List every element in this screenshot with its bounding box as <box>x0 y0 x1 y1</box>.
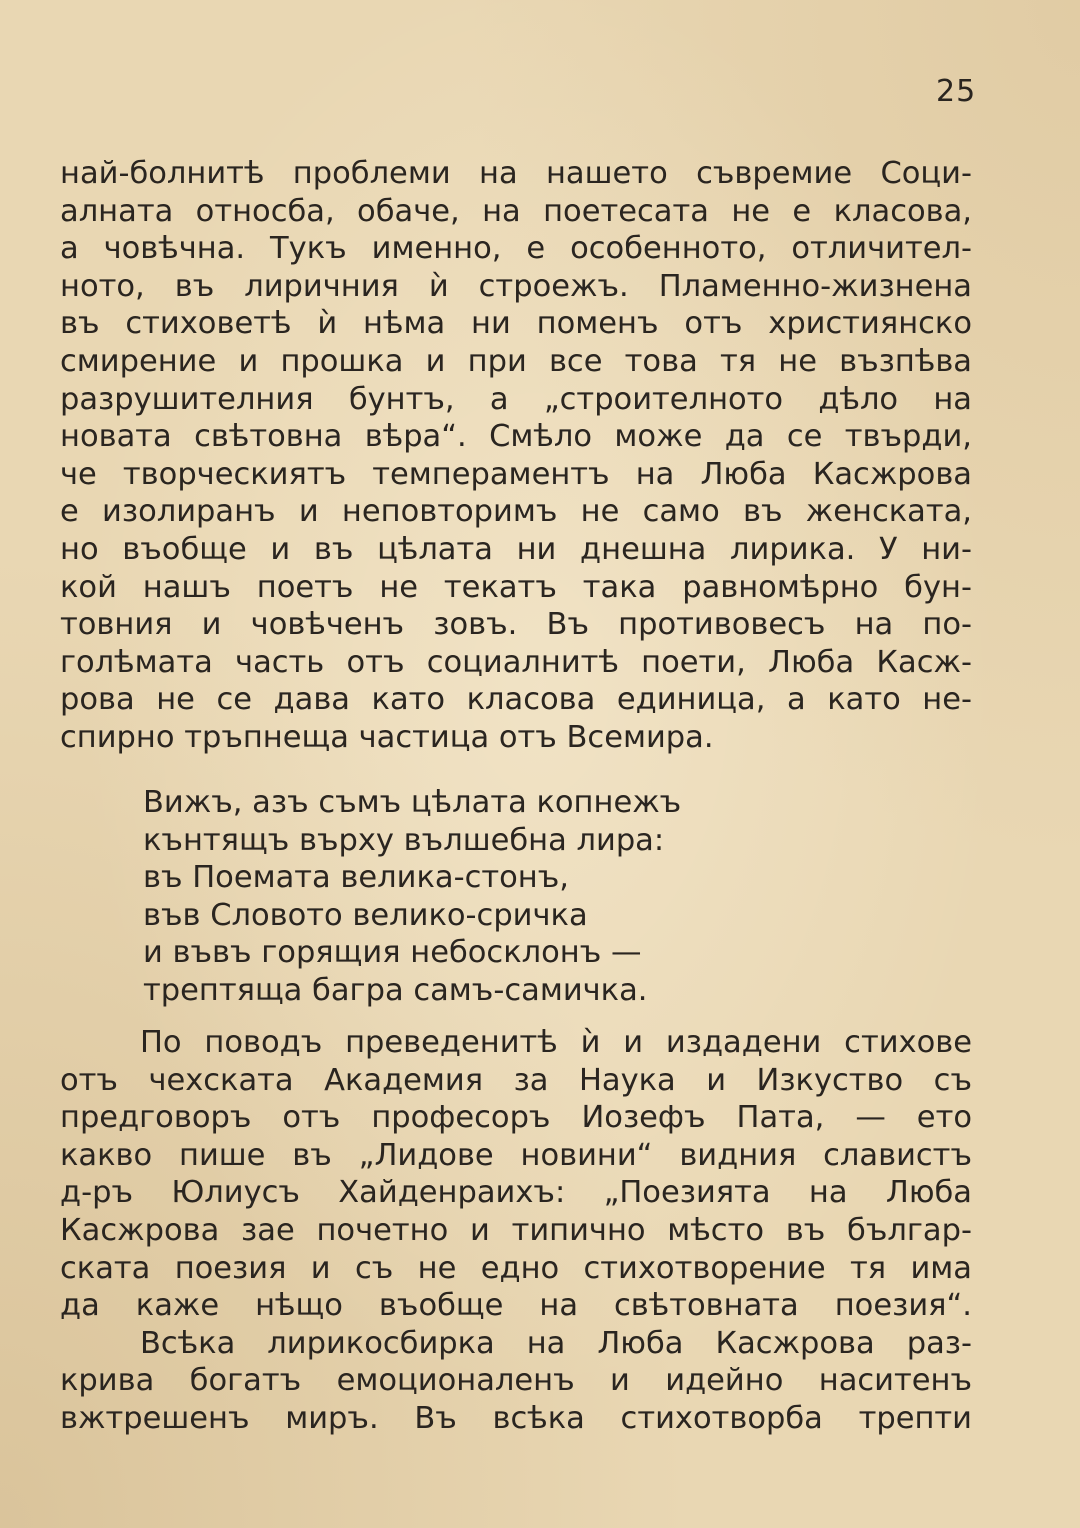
verse-quote <box>143 784 843 1010</box>
text-line: но въобще и въ цѣлата ни днешна лирика. У ни- <box>60 531 972 567</box>
text-line: Касжрова зае почетно и типично мѣсто въ българ- <box>60 1212 972 1248</box>
text-line: въ стиховетѣ ѝ нѣма ни поменъ отъ християнско <box>60 306 972 342</box>
text-line: какво пише въ „Лидове новини“ видния славистъ <box>60 1137 972 1173</box>
verse-line: въ Поемата велика-стонъ, <box>143 860 569 896</box>
text-line: а човѣчна. Тукъ именно, е особенното, отличител- <box>60 231 972 267</box>
text-line: Всѣка лирикосбирка на Люба Касжрова раз- <box>140 1325 972 1361</box>
text-line: да каже нѣщо въобще на свѣтовната поезия“. <box>60 1288 972 1324</box>
paragraph-2-3 <box>60 1024 972 1438</box>
text-line: д-ръ Юлиусъ Хайденраихъ: „Поезията на Люба <box>60 1175 972 1211</box>
verse-line: във Словото велико-сричка <box>143 897 588 933</box>
text-line: предговоръ отъ професоръ Иозефъ Пата, — ето <box>60 1100 972 1136</box>
text-line: разрушителния бунтъ, а „строителното дѣло на <box>60 381 972 417</box>
text-line: крива богатъ емоционаленъ и идейно наситенъ <box>60 1363 972 1399</box>
paragraph-1 <box>60 155 972 757</box>
verse-line: и въвъ горящия небосклонъ — <box>143 935 642 971</box>
text-line: най-болнитѣ проблеми на нашето съвремие Соци- <box>60 156 972 191</box>
text-line: кой нашъ поетъ не текатъ така равномѣрно бун- <box>60 569 972 605</box>
text-line: товния и човѣченъ зовъ. Въ противовесъ на по- <box>60 607 972 643</box>
text-line: спирно тръпнеща частица отъ Всемира. <box>60 719 714 755</box>
page-number: 25 <box>936 74 977 109</box>
text-line: ската поезия и съ не едно стихотворение тя има <box>60 1250 972 1286</box>
text-line: е изолиранъ и неповторимъ не само въ женската, <box>60 494 972 530</box>
text-line: новата свѣтовна вѣра“. Смѣло може да се твърди, <box>60 419 972 455</box>
text-line: алната относба, обаче, на поетесата не е класова, <box>60 193 972 229</box>
verse-line: трептяща багра самъ-самичка. <box>143 972 648 1008</box>
text-line: ното, въ лиричния ѝ строежъ. Пламенно-жизнена <box>60 268 972 304</box>
text-line: вжтрешенъ миръ. Въ всѣка стихотворба трепти <box>60 1400 972 1436</box>
text-line: отъ чехската Академия за Наука и Изкуство съ <box>60 1062 972 1098</box>
text-line: По поводъ преведенитѣ ѝ и издадени стихове <box>140 1025 972 1060</box>
verse-line: Вижъ, азъ съмъ цѣлата копнежъ <box>143 785 682 820</box>
text-line: че творческиятъ темпераментъ на Люба Касжрова <box>60 456 972 492</box>
text-line: рова не се дава като класова единица, а като не- <box>60 682 972 718</box>
text-line: голѣмата часть отъ социалнитѣ поети, Люба Касж- <box>60 644 972 680</box>
verse-line: кънтящъ върху вълшебна лира: <box>143 822 665 858</box>
text-line: смирение и прошка и при все това тя не възпѣва <box>60 343 972 379</box>
